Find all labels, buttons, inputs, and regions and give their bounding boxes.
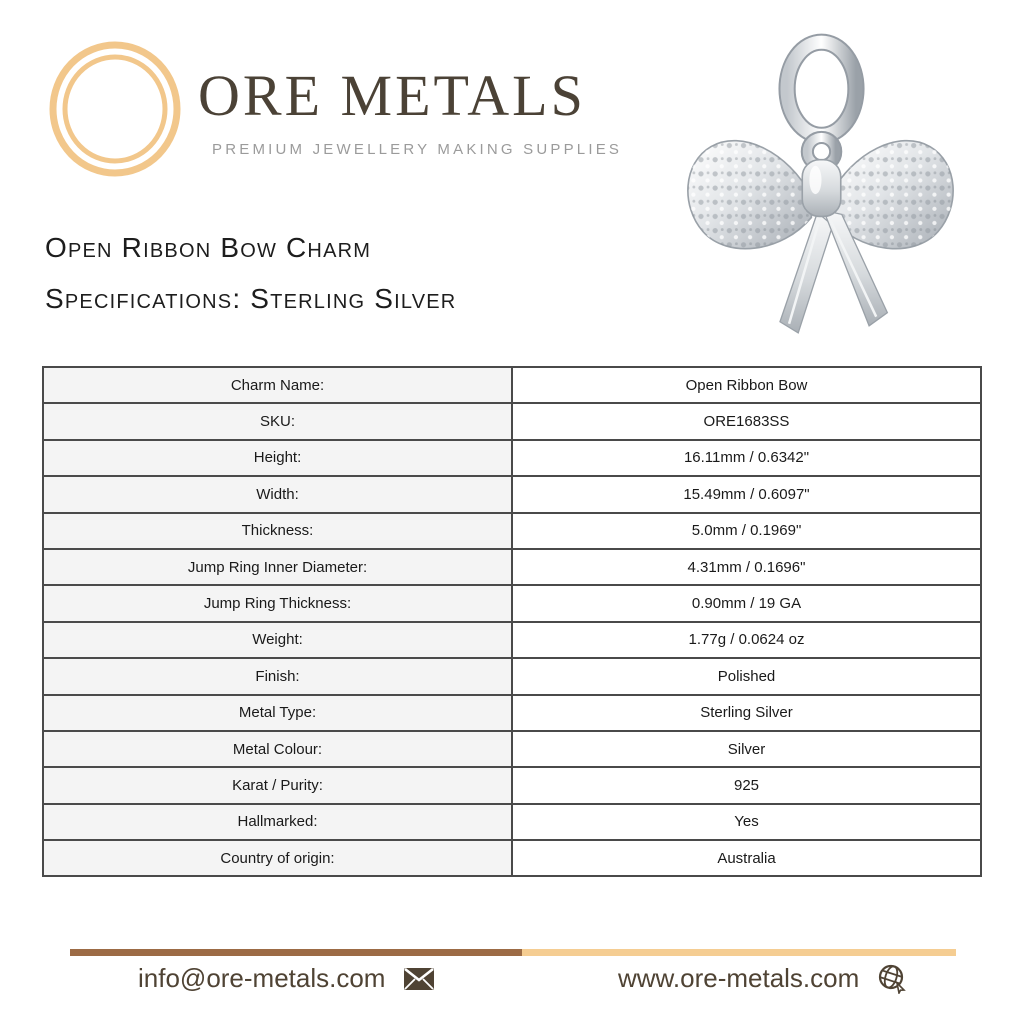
spec-value: ORE1683SS — [512, 403, 981, 439]
brand-name: ORE METALS — [198, 63, 586, 128]
spec-label: Width: — [43, 476, 512, 512]
spec-row — [43, 585, 981, 621]
spec-table — [42, 366, 982, 877]
spec-label: Jump Ring Inner Diameter: — [43, 549, 512, 585]
spec-label: Weight: — [43, 622, 512, 658]
spec-row — [43, 840, 981, 876]
spec-label: SKU: — [43, 403, 512, 439]
spec-value: Open Ribbon Bow — [512, 367, 981, 403]
spec-row — [43, 767, 981, 803]
spec-row — [43, 403, 981, 439]
globe-icon — [877, 964, 907, 994]
page-title — [45, 222, 456, 324]
spec-label: Thickness: — [43, 513, 512, 549]
product-image — [668, 28, 973, 340]
spec-row — [43, 622, 981, 658]
divider-gold-segment — [522, 949, 956, 956]
spec-row — [43, 695, 981, 731]
spec-value: 5.0mm / 0.1969" — [512, 513, 981, 549]
spec-row — [43, 367, 981, 403]
spec-row — [43, 476, 981, 512]
website-text: www.ore-metals.com — [618, 963, 860, 993]
spec-table-body — [43, 367, 981, 876]
spec-value: Silver — [512, 731, 981, 767]
spec-value: Polished — [512, 658, 981, 694]
spec-value: Yes — [512, 804, 981, 840]
spec-row — [43, 804, 981, 840]
spec-label: Charm Name: — [43, 367, 512, 403]
spec-label: Height: — [43, 440, 512, 476]
divider-brown-segment — [70, 949, 522, 956]
spec-value: 4.31mm / 0.1696" — [512, 549, 981, 585]
spec-label: Metal Colour: — [43, 731, 512, 767]
spec-label: Metal Type: — [43, 695, 512, 731]
logo-rings-icon — [48, 40, 182, 178]
brand-logo — [48, 40, 182, 178]
bow-charm-image — [668, 28, 973, 340]
page-title-line1: Open Ribbon Bow Charm — [45, 232, 372, 263]
spec-row — [43, 731, 981, 767]
footer-website — [618, 963, 907, 994]
spec-label: Hallmarked: — [43, 804, 512, 840]
footer-email — [138, 963, 435, 994]
envelope-icon — [403, 967, 435, 991]
spec-label: Country of origin: — [43, 840, 512, 876]
spec-row — [43, 440, 981, 476]
spec-value: Australia — [512, 840, 981, 876]
spec-value: 0.90mm / 19 GA — [512, 585, 981, 621]
spec-label: Jump Ring Thickness: — [43, 585, 512, 621]
spec-row — [43, 658, 981, 694]
brand-tagline: PREMIUM JEWELLERY MAKING SUPPLIES — [212, 141, 623, 158]
spec-row — [43, 549, 981, 585]
spec-row — [43, 513, 981, 549]
spec-label: Finish: — [43, 658, 512, 694]
email-text: info@ore-metals.com — [138, 963, 386, 993]
footer-divider — [70, 949, 956, 956]
spec-value: 15.49mm / 0.6097" — [512, 476, 981, 512]
spec-value: 16.11mm / 0.6342" — [512, 440, 981, 476]
spec-label: Karat / Purity: — [43, 767, 512, 803]
spec-value: 925 — [512, 767, 981, 803]
spec-value: 1.77g / 0.0624 oz — [512, 622, 981, 658]
spec-value: Sterling Silver — [512, 695, 981, 731]
page-title-line2: Specifications: Sterling Silver — [45, 283, 457, 314]
